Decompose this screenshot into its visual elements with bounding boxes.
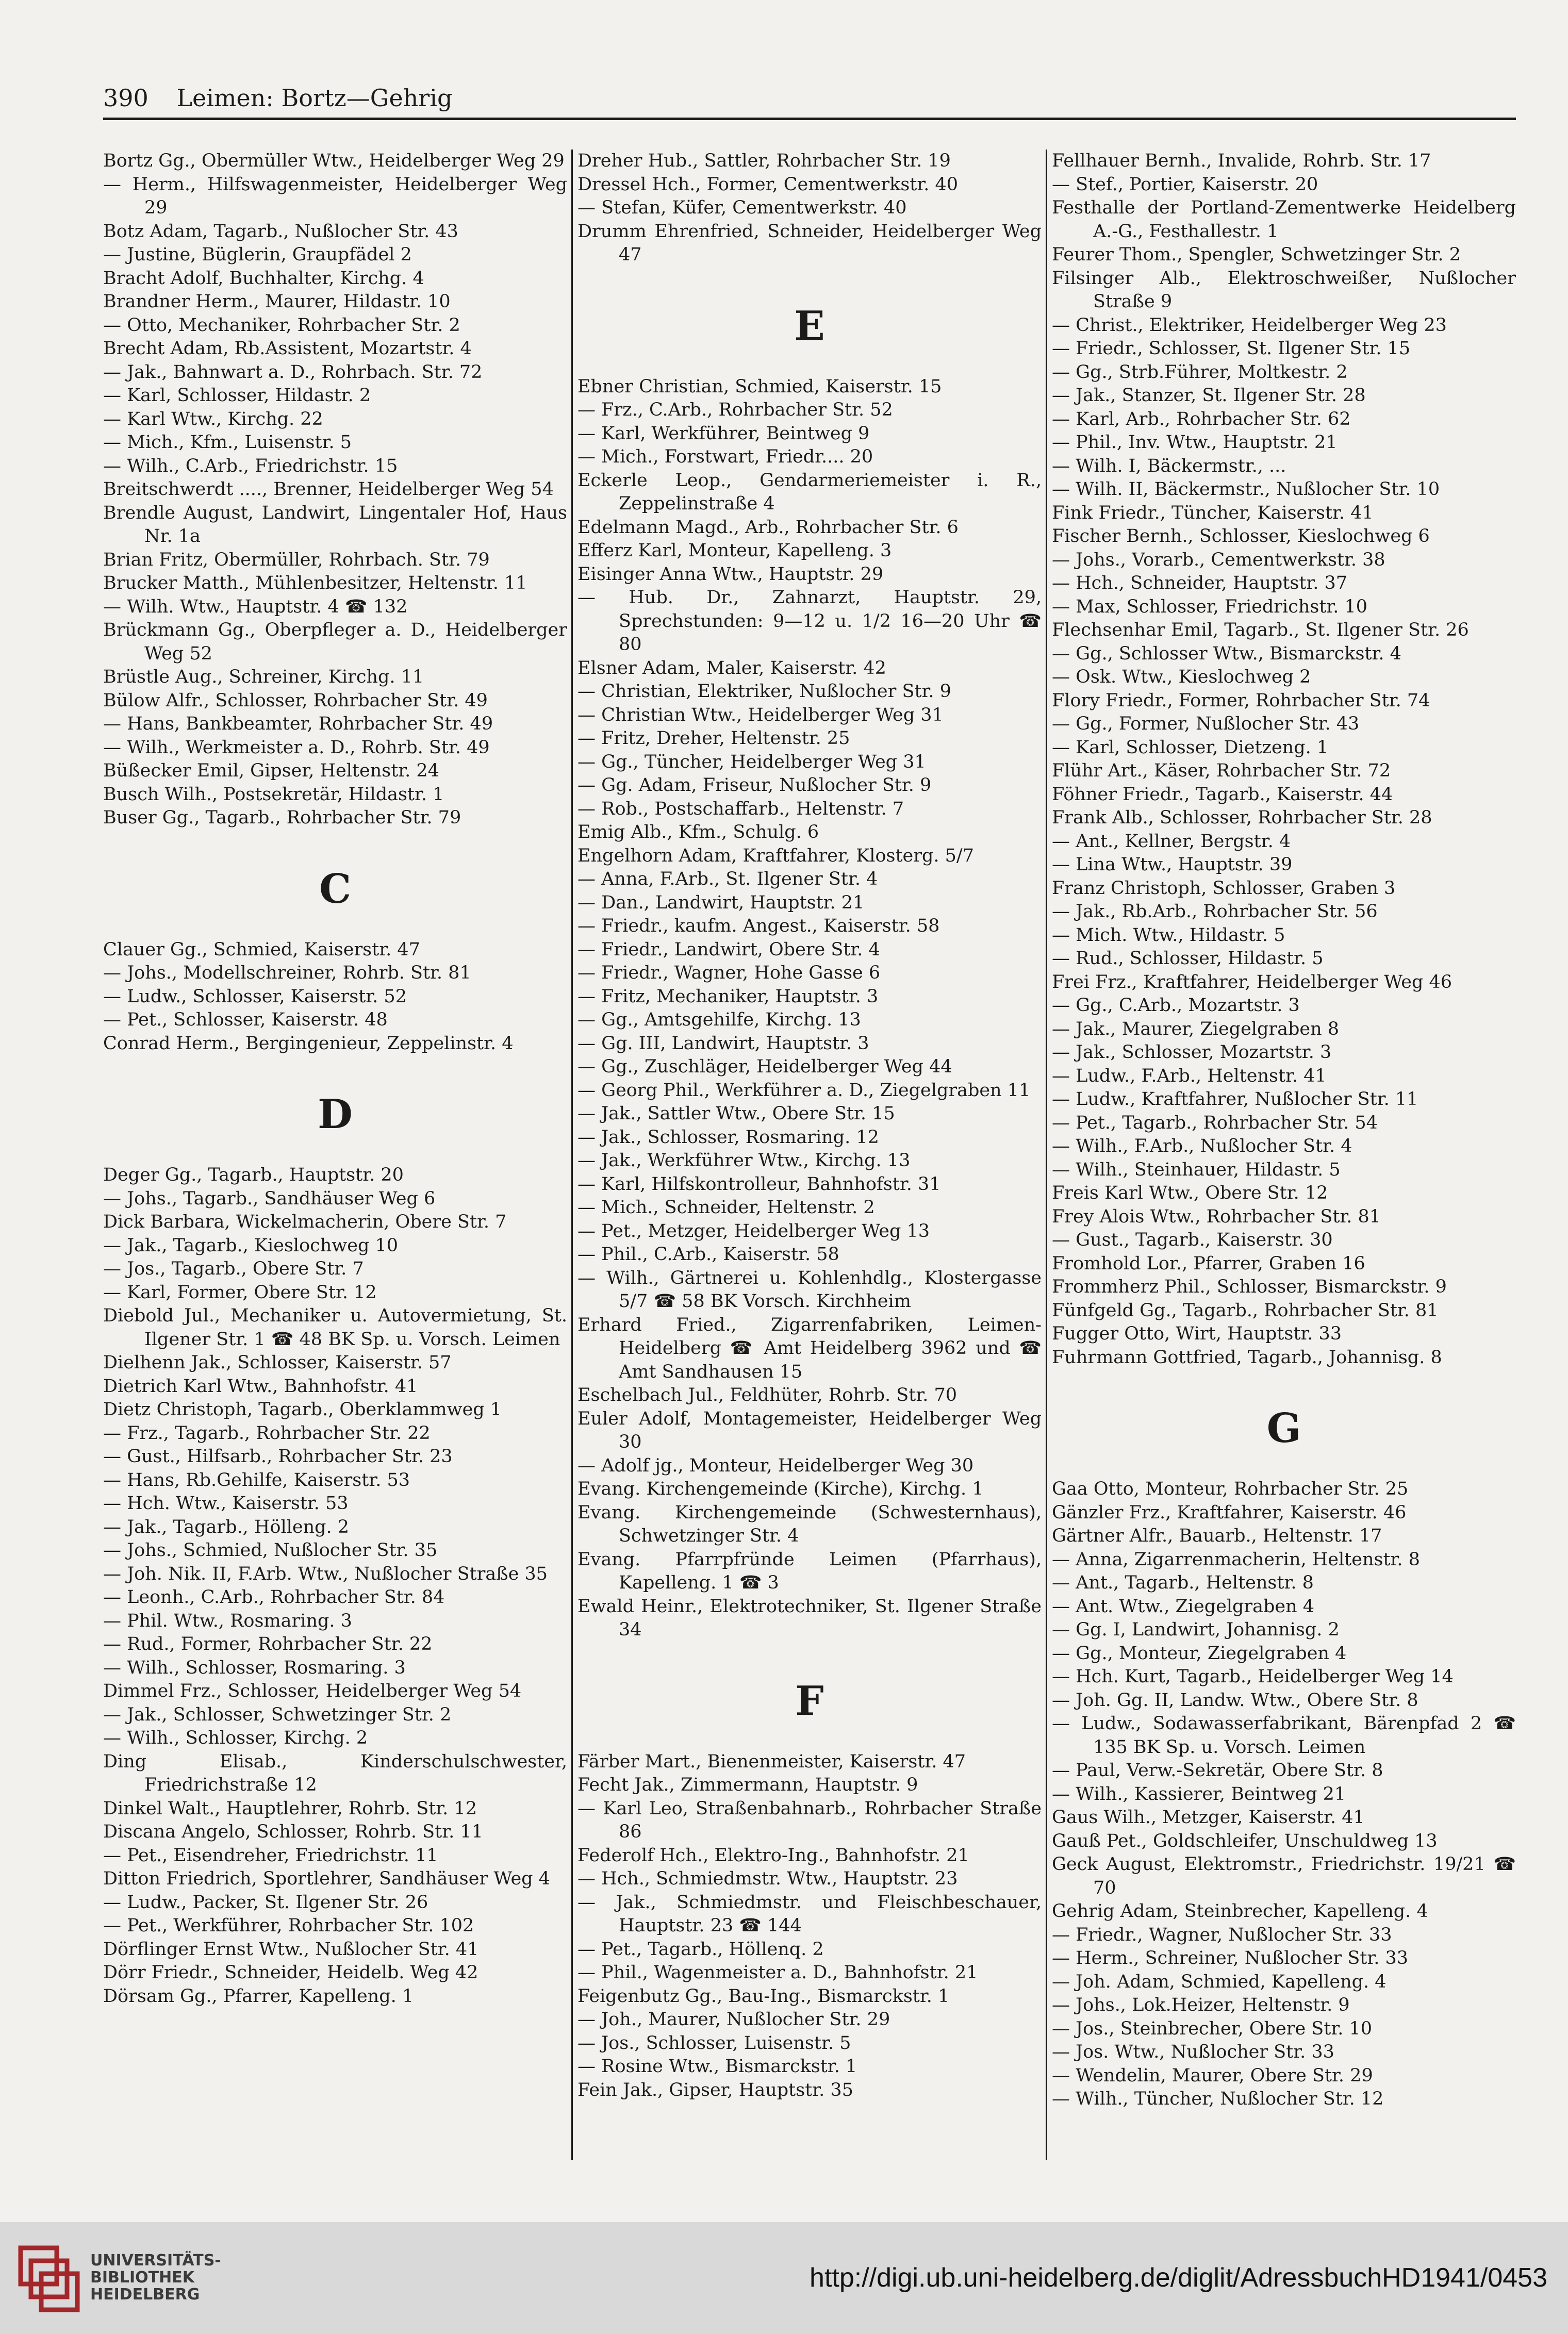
directory-entry: — Wilh., C.Arb., Friedrichstr. 15 xyxy=(103,455,398,476)
directory-entry: Evang. Pfarrpfründe Leimen (Pfarrhaus), Kapelleng. 1 ☎ 3 xyxy=(577,1549,1042,1593)
directory-entry: — Leonh., C.Arb., Rohrbacher Str. 84 xyxy=(103,1587,445,1608)
directory-entry: — Wilh. II, Bäckermstr., Nußlocher Str. 10 xyxy=(1052,479,1440,500)
directory-entry: — Jak., Tagarb., Hölleng. 2 xyxy=(103,1516,350,1537)
directory-entry: Föhner Friedr., Tagarb., Kaiserstr. 44 xyxy=(1052,784,1393,805)
directory-entry: — Phil., C.Arb., Kaiserstr. 58 xyxy=(577,1244,839,1265)
directory-column-3 xyxy=(1052,150,1516,2160)
directory-entry: Flechsenhar Emil, Tagarb., St. Ilgener Str. 26 xyxy=(1052,620,1469,640)
directory-entry: Freis Karl Wtw., Obere Str. 12 xyxy=(1052,1183,1328,1203)
directory-entry: — Pet., Werkführer, Rohrbacher Str. 102 xyxy=(103,1915,474,1936)
directory-entry: — Gg., Former, Nußlocher Str. 43 xyxy=(1052,714,1360,734)
directory-entry: — Georg Phil., Werkführer a. D., Ziegelgraben 11 xyxy=(577,1080,1031,1101)
directory-entry: Dietrich Karl Wtw., Bahnhofstr. 41 xyxy=(103,1376,418,1397)
directory-entry: Eisinger Anna Wtw., Hauptstr. 29 xyxy=(577,564,884,585)
directory-entry: — Ludw., Schlosser, Kaiserstr. 52 xyxy=(103,986,407,1007)
directory-entry: — Gg. I, Landwirt, Johannisg. 2 xyxy=(1052,1619,1340,1640)
directory-entry: Filsinger Alb., Elektroschweißer, Nußlocher Straße 9 xyxy=(1052,268,1516,312)
section-letter: E xyxy=(794,302,825,350)
directory-entry: — Max, Schlosser, Friedrichstr. 10 xyxy=(1052,596,1368,617)
library-name xyxy=(90,2252,221,2303)
directory-entry: Flühr Art., Käser, Rohrbacher Str. 72 xyxy=(1052,760,1391,781)
directory-entry: — Karl, Hilfskontrolleur, Bahnhofstr. 31 xyxy=(577,1173,941,1195)
directory-entry: — Phil. Wtw., Rosmaring. 3 xyxy=(103,1610,352,1631)
directory-entry: Fuhrmann Gottfried, Tagarb., Johannisg. 8 xyxy=(1052,1347,1442,1368)
directory-entry: — Frz., Tagarb., Rohrbacher Str. 22 xyxy=(103,1422,431,1444)
directory-entry: — Otto, Mechaniker, Rohrbacher Str. 2 xyxy=(103,314,460,336)
directory-entry: — Jak., Schlosser, Rosmaring. 12 xyxy=(577,1127,879,1148)
directory-entry: Ding Elisab., Kinderschulschwester, Friedrichstraße 12 xyxy=(103,1751,567,1795)
directory-column-2 xyxy=(577,150,1042,2160)
column-divider xyxy=(1046,150,1047,2160)
directory-entry: Emig Alb., Kfm., Schulg. 6 xyxy=(577,822,819,842)
directory-entry: — Christian, Elektriker, Nußlocher Str. 9 xyxy=(577,681,951,702)
directory-entry: Edelmann Magd., Arb., Rohrbacher Str. 6 xyxy=(577,517,959,538)
directory-entry: Fischer Bernh., Schlosser, Kieslochweg 6 xyxy=(1052,526,1430,547)
directory-entry: — Herm., Schreiner, Nußlocher Str. 33 xyxy=(1052,1948,1409,1968)
directory-entry: Brucker Matth., Mühlenbesitzer, Heltenstr. 11 xyxy=(103,573,527,593)
directory-entry: — Jos., Steinbrecher, Obere Str. 10 xyxy=(1052,2018,1372,2039)
directory-entry: Dörr Friedr., Schneider, Heidelb. Weg 42 xyxy=(103,1962,478,1983)
directory-entry: Breitschwerdt ...., Brenner, Heidelberger Weg 54 xyxy=(103,479,554,500)
directory-entry: — Jak., Sattler Wtw., Obere Str. 15 xyxy=(577,1103,895,1124)
directory-entry: — Karl, Former, Obere Str. 12 xyxy=(103,1282,377,1303)
directory-entry: — Fritz, Mechaniker, Hauptstr. 3 xyxy=(577,986,879,1007)
digitization-footer xyxy=(0,2222,1568,2334)
directory-entry: — Karl Leo, Straßenbahnarb., Rohrbacher Straße 86 xyxy=(577,1798,1042,1842)
directory-entry: Drumm Ehrenfried, Schneider, Heidelberger Weg 47 xyxy=(577,221,1042,265)
directory-entry: — Gg., Monteur, Ziegelgraben 4 xyxy=(1052,1643,1347,1664)
directory-entry: — Johs., Schmied, Nußlocher Str. 35 xyxy=(103,1540,438,1561)
directory-entry: Dinkel Walt., Hauptlehrer, Rohrb. Str. 12 xyxy=(103,1798,477,1819)
source-url-link[interactable]: http://digi.ub.uni-heidelberg.de/diglit/AdressbuchHD1941/0453 xyxy=(810,2263,1547,2293)
directory-entry: — Friedr., Schlosser, St. Ilgener Str. 15 xyxy=(1052,338,1411,359)
directory-entry: — Hch., Schneider, Hauptstr. 37 xyxy=(1052,573,1348,593)
directory-entry: — Ludw., Sodawasserfabrikant, Bärenpfad 2 ☎ 135 BK Sp. u. Vorsch. Leimen xyxy=(1052,1713,1516,1758)
directory-entry: Büßecker Emil, Gipser, Heltenstr. 24 xyxy=(103,760,439,781)
directory-entry: Gaus Wilh., Metzger, Kaiserstr. 41 xyxy=(1052,1807,1365,1828)
directory-entry: — Herm., Hilfswagenmeister, Heidelberger Weg 29 xyxy=(103,174,567,218)
directory-entry: — Friedr., kaufm. Angest., Kaiserstr. 58 xyxy=(577,916,940,936)
directory-entry: — Jak., Tagarb., Kieslochweg 10 xyxy=(103,1235,399,1256)
directory-entry: Fein Jak., Gipser, Hauptstr. 35 xyxy=(577,2079,853,2100)
directory-entry: — Jak., Stanzer, St. Ilgener Str. 28 xyxy=(1052,385,1366,406)
directory-entry: — Adolf jg., Monteur, Heidelberger Weg 30 xyxy=(577,1455,974,1476)
directory-entry: Färber Mart., Bienenmeister, Kaiserstr. 47 xyxy=(577,1751,966,1772)
directory-entry: — Rob., Postschaffarb., Heltenstr. 7 xyxy=(577,798,904,819)
directory-entry: — Ludw., F.Arb., Heltenstr. 41 xyxy=(1052,1065,1327,1086)
library-name-line: HEIDELBERG xyxy=(90,2286,200,2304)
directory-entry: — Christ., Elektriker, Heidelberger Weg 23 xyxy=(1052,314,1447,336)
directory-entry: — Stef., Portier, Kaiserstr. 20 xyxy=(1052,174,1318,195)
directory-entry: Gänzler Frz., Kraftfahrer, Kaiserstr. 46 xyxy=(1052,1502,1407,1523)
directory-entry: Dietz Christoph, Tagarb., Oberklammweg 1 xyxy=(103,1399,502,1420)
directory-entry: Gaa Otto, Monteur, Rohrbacher Str. 25 xyxy=(1052,1479,1409,1499)
directory-entry: Federolf Hch., Elektro-Ing., Bahnhofstr. 21 xyxy=(577,1845,969,1866)
directory-entry: — Wilh., Gärtnerei u. Kohlenhdlg., Klostergasse 5/7 ☎ 58 BK Vorsch. Kirchheim xyxy=(577,1267,1042,1312)
directory-entry: Dimmel Frz., Schlosser, Heidelberger Weg 54 xyxy=(103,1681,522,1701)
directory-entry: — Jak., Rb.Arb., Rohrbacher Str. 56 xyxy=(1052,901,1378,922)
directory-entry: — Joh. Nik. II, F.Arb. Wtw., Nußlocher Straße 35 xyxy=(103,1563,548,1584)
directory-entry: — Wilh. I, Bäckermstr., ... xyxy=(1052,455,1286,476)
directory-entry: Fellhauer Bernh., Invalide, Rohrb. Str. 17 xyxy=(1052,151,1431,171)
directory-entry: Frommherz Phil., Schlosser, Bismarckstr. 9 xyxy=(1052,1277,1447,1297)
directory-entry: Feurer Thom., Spengler, Schwetzinger Str. 2 xyxy=(1052,244,1461,265)
directory-entry: — Gg., Zuschläger, Heidelberger Weg 44 xyxy=(577,1056,952,1077)
section-letter: F xyxy=(795,1677,824,1725)
directory-entry: Ditton Friedrich, Sportlehrer, Sandhäuser Weg 4 xyxy=(103,1868,550,1889)
directory-entry: Erhard Fried., Zigarrenfabriken, Leimen-Heidelberg ☎ Amt Heidelberg 3962 und ☎ Amt Sandhausen 15 xyxy=(577,1314,1042,1382)
directory-entry: — Wilh., Schlosser, Rosmaring. 3 xyxy=(103,1657,406,1678)
directory-entry: — Joh. Adam, Schmied, Kapelleng. 4 xyxy=(1052,1971,1387,1992)
directory-entry: — Gg., Strb.Führer, Moltkestr. 2 xyxy=(1052,361,1348,383)
directory-entry: — Jak., Bahnwart a. D., Rohrbach. Str. 72 xyxy=(103,361,483,383)
directory-entry: Dielhenn Jak., Schlosser, Kaiserstr. 57 xyxy=(103,1352,452,1373)
directory-entry: — Christian Wtw., Heidelberger Weg 31 xyxy=(577,704,944,725)
directory-entry: — Gust., Hilfsarb., Rohrbacher Str. 23 xyxy=(103,1446,453,1467)
directory-entry: Festhalle der Portland-Zementwerke Heidelberg A.-G., Festhallestr. 1 xyxy=(1052,197,1516,242)
directory-entry: — Wilh., Werkmeister a. D., Rohrb. Str. 49 xyxy=(103,737,490,758)
directory-entry: — Wilh., Steinhauer, Hildastr. 5 xyxy=(1052,1159,1341,1180)
directory-entry: Euler Adolf, Montagemeister, Heidelberger Weg 30 xyxy=(577,1408,1042,1452)
directory-entry: — Pet., Metzger, Heidelberger Weg 13 xyxy=(577,1220,930,1242)
directory-entry: Busch Wilh., Postsekretär, Hildastr. 1 xyxy=(103,784,444,805)
directory-entry: Eckerle Leop., Gendarmeriemeister i. R., Zeppelinstraße 4 xyxy=(577,470,1042,514)
directory-entry: — Friedr., Landwirt, Obere Str. 4 xyxy=(577,939,880,960)
directory-entry: — Lina Wtw., Hauptstr. 39 xyxy=(1052,854,1293,875)
directory-entry: — Stefan, Küfer, Cementwerkstr. 40 xyxy=(577,197,907,218)
directory-entry: — Dan., Landwirt, Hauptstr. 21 xyxy=(577,892,865,913)
directory-entry: — Friedr., Wagner, Hohe Gasse 6 xyxy=(577,963,881,983)
directory-entry: — Phil., Inv. Wtw., Hauptstr. 21 xyxy=(1052,432,1338,453)
directory-entry: Brendle August, Landwirt, Lingentaler Hof, Haus Nr. 1a xyxy=(103,502,567,547)
directory-entry: — Johs., Modellschreiner, Rohrb. Str. 81 xyxy=(103,963,471,983)
running-title: Leimen: Bortz—Gehrig xyxy=(176,84,453,112)
library-name-line: UNIVERSITÄTS- xyxy=(90,2252,221,2270)
directory-entry: — Anna, Zigarrenmacherin, Heltenstr. 8 xyxy=(1052,1549,1420,1570)
directory-entry: — Hans, Bankbeamter, Rohrbacher Str. 49 xyxy=(103,714,493,734)
section-letter: D xyxy=(318,1091,353,1138)
directory-entry: Eschelbach Jul., Feldhüter, Rohrb. Str. 70 xyxy=(577,1385,957,1405)
directory-entry: Evang. Kirchengemeinde (Schwesternhaus), Schwetzinger Str. 4 xyxy=(577,1502,1042,1546)
directory-entry: — Pet., Tagarb., Rohrbacher Str. 54 xyxy=(1052,1112,1378,1133)
directory-entry: Frank Alb., Schlosser, Rohrbacher Str. 28 xyxy=(1052,807,1432,828)
directory-entry: — Karl, Arb., Rohrbacher Str. 62 xyxy=(1052,408,1351,429)
directory-entry: — Rud., Schlosser, Hildastr. 5 xyxy=(1052,948,1324,969)
directory-entry: Fink Friedr., Tüncher, Kaiserstr. 41 xyxy=(1052,502,1374,523)
library-name-line: BIBLIOTHEK xyxy=(90,2269,194,2287)
column-divider xyxy=(571,150,573,2160)
directory-entry: Elsner Adam, Maler, Kaiserstr. 42 xyxy=(577,657,886,678)
directory-entry: Clauer Gg., Schmied, Kaiserstr. 47 xyxy=(103,939,420,960)
directory-entry: — Justine, Büglerin, Graupfädel 2 xyxy=(103,244,412,265)
directory-entry: Conrad Herm., Bergingenieur, Zeppelinstr. 4 xyxy=(103,1033,514,1054)
directory-entry: Buser Gg., Tagarb., Rohrbacher Str. 79 xyxy=(103,807,461,828)
directory-entry: — Karl, Schlosser, Dietzeng. 1 xyxy=(1052,737,1329,758)
directory-entry: — Ludw., Packer, St. Ilgener Str. 26 xyxy=(103,1892,428,1913)
directory-entry: Frei Frz., Kraftfahrer, Heidelberger Weg 46 xyxy=(1052,971,1453,992)
header-rule xyxy=(103,118,1516,120)
directory-entry: Franz Christoph, Schlosser, Graben 3 xyxy=(1052,878,1396,899)
directory-entry: Bülow Alfr., Schlosser, Rohrbacher Str. 49 xyxy=(103,690,488,711)
directory-entry: — Mich., Schneider, Heltenstr. 2 xyxy=(577,1197,875,1218)
running-header xyxy=(103,82,1516,113)
directory-entry: — Jos. Wtw., Nußlocher Str. 33 xyxy=(1052,2042,1334,2062)
directory-entry: Fecht Jak., Zimmermann, Hauptstr. 9 xyxy=(577,1775,918,1795)
directory-entry: Fugger Otto, Wirt, Hauptstr. 33 xyxy=(1052,1323,1342,1344)
directory-entry: — Ant., Tagarb., Heltenstr. 8 xyxy=(1052,1572,1314,1593)
directory-entry: Gauß Pet., Goldschleifer, Unschuldweg 13 xyxy=(1052,1830,1438,1851)
directory-entry: — Karl, Schlosser, Hildastr. 2 xyxy=(103,385,371,406)
directory-entry: — Mich., Forstwart, Friedr.... 20 xyxy=(577,446,873,467)
directory-entry: — Jos., Tagarb., Obere Str. 7 xyxy=(103,1259,364,1279)
directory-entry: — Johs., Vorarb., Cementwerkstr. 38 xyxy=(1052,549,1385,570)
directory-entry: — Wilh., Schlosser, Kirchg. 2 xyxy=(103,1728,368,1748)
directory-entry: — Jak., Werkführer Wtw., Kirchg. 13 xyxy=(577,1150,911,1171)
directory-entry: — Johs., Lok.Heizer, Heltenstr. 9 xyxy=(1052,1995,1350,2015)
directory-entry: — Johs., Tagarb., Sandhäuser Weg 6 xyxy=(103,1188,436,1209)
directory-entry: Flory Friedr., Former, Rohrbacher Str. 74 xyxy=(1052,690,1430,711)
directory-entry: Botz Adam, Tagarb., Nußlocher Str. 43 xyxy=(103,221,458,242)
directory-column-1 xyxy=(103,150,567,2160)
directory-entry: — Jak., Maurer, Ziegelgraben 8 xyxy=(1052,1018,1340,1039)
directory-entry: — Anna, F.Arb., St. Ilgener Str. 4 xyxy=(577,869,878,889)
directory-entry: — Joh. Gg. II, Landw. Wtw., Obere Str. 8 xyxy=(1052,1690,1418,1711)
section-letter: C xyxy=(319,865,352,913)
directory-entry: — Pet., Eisendreher, Friedrichstr. 11 xyxy=(103,1845,438,1866)
directory-entry: Fromhold Lor., Pfarrer, Graben 16 xyxy=(1052,1253,1365,1274)
directory-entry: — Wilh., Tüncher, Nußlocher Str. 12 xyxy=(1052,2089,1384,2109)
directory-entry: Ewald Heinr., Elektrotechniker, St. Ilgener Straße 34 xyxy=(577,1596,1042,1640)
page-number: 390 xyxy=(103,84,148,112)
directory-entry: — Hch. Kurt, Tagarb., Heidelberger Weg 14 xyxy=(1052,1666,1454,1687)
directory-entry: Dreher Hub., Sattler, Rohrbacher Str. 19 xyxy=(577,151,951,171)
directory-entry: Gehrig Adam, Steinbrecher, Kapelleng. 4 xyxy=(1052,1901,1428,1922)
directory-entry: Efferz Karl, Monteur, Kapelleng. 3 xyxy=(577,540,892,561)
directory-entry: — Wendelin, Maurer, Obere Str. 29 xyxy=(1052,2065,1373,2086)
directory-entry: Ebner Christian, Schmied, Kaiserstr. 15 xyxy=(577,376,942,397)
directory-entry: — Ant., Kellner, Bergstr. 4 xyxy=(1052,831,1291,852)
directory-entry: — Gg., Tüncher, Heidelberger Weg 31 xyxy=(577,751,926,772)
directory-entry: Dressel Hch., Former, Cementwerkstr. 40 xyxy=(577,174,959,195)
directory-entry: Gärtner Alfr., Bauarb., Heltenstr. 17 xyxy=(1052,1526,1382,1546)
directory-entry: — Gg., Amtsgehilfe, Kirchg. 13 xyxy=(577,1009,861,1030)
directory-entry: Brecht Adam, Rb.Assistent, Mozartstr. 4 xyxy=(103,338,472,359)
directory-entry: — Hch., Schmiedmstr. Wtw., Hauptstr. 23 xyxy=(577,1868,958,1889)
directory-entry: — Friedr., Wagner, Nußlocher Str. 33 xyxy=(1052,1924,1392,1945)
directory-entry: — Wilh., F.Arb., Nußlocher Str. 4 xyxy=(1052,1136,1352,1156)
directory-entry: — Hans, Rb.Gehilfe, Kaiserstr. 53 xyxy=(103,1469,410,1491)
directory-entry: Frey Alois Wtw., Rohrbacher Str. 81 xyxy=(1052,1206,1381,1227)
directory-entry: — Ludw., Kraftfahrer, Nußlocher Str. 11 xyxy=(1052,1089,1418,1110)
directory-entry: — Osk. Wtw., Kieslochweg 2 xyxy=(1052,667,1311,687)
directory-entry: — Frz., C.Arb., Rohrbacher Str. 52 xyxy=(577,400,893,420)
directory-entry: — Pet., Schlosser, Kaiserstr. 48 xyxy=(103,1009,388,1030)
directory-entry: — Phil., Wagenmeister a. D., Bahnhofstr. 21 xyxy=(577,1962,978,1983)
directory-entry: Bracht Adolf, Buchhalter, Kirchg. 4 xyxy=(103,268,424,289)
directory-entry: Diebold Jul., Mechaniker u. Autovermietung, St. Ilgener Str. 1 ☎ 48 BK Sp. u. Vorsch. Leimen xyxy=(103,1305,567,1350)
section-letter: G xyxy=(1266,1405,1301,1452)
directory-entry: — Gg. Adam, Friseur, Nußlocher Str. 9 xyxy=(577,775,932,796)
directory-entry: — Mich., Kfm., Luisenstr. 5 xyxy=(103,432,352,453)
directory-entry: — Wilh., Kassierer, Beintweg 21 xyxy=(1052,1783,1346,1805)
directory-entry: — Gg., C.Arb., Mozartstr. 3 xyxy=(1052,995,1300,1016)
directory-entry: — Pet., Tagarb., Höllenq. 2 xyxy=(577,1939,824,1960)
directory-entry: Feigenbutz Gg., Bau-Ing., Bismarckstr. 1 xyxy=(577,1985,950,2007)
directory-entry: Bortz Gg., Obermüller Wtw., Heidelberger Weg 29 xyxy=(103,151,565,171)
directory-entry: — Fritz, Dreher, Heltenstr. 25 xyxy=(577,728,850,749)
directory-entry: Fünfgeld Gg., Tagarb., Rohrbacher Str. 81 xyxy=(1052,1300,1439,1321)
university-seal-icon xyxy=(15,2243,82,2315)
directory-entry: — Hch. Wtw., Kaiserstr. 53 xyxy=(103,1493,349,1514)
directory-entry: — Rud., Former, Rohrbacher Str. 22 xyxy=(103,1634,433,1654)
directory-entry: Engelhorn Adam, Kraftfahrer, Klosterg. 5/7 xyxy=(577,845,974,866)
directory-entry: — Paul, Verw.-Sekretär, Obere Str. 8 xyxy=(1052,1760,1383,1781)
directory-entry: Evang. Kirchengemeinde (Kirche), Kirchg. 1 xyxy=(577,1479,984,1499)
directory-entry: Dörsam Gg., Pfarrer, Kapelleng. 1 xyxy=(103,1985,414,2007)
directory-entry: — Gust., Tagarb., Kaiserstr. 30 xyxy=(1052,1230,1333,1250)
directory-entry: — Jak., Schmiedmstr. und Fleischbeschauer, Hauptstr. 23 ☎ 144 xyxy=(577,1892,1042,1936)
directory-entry: — Rosine Wtw., Bismarckstr. 1 xyxy=(577,2056,857,2077)
directory-entry: — Gg., Schlosser Wtw., Bismarckstr. 4 xyxy=(1052,643,1401,664)
directory-entry: — Jos., Schlosser, Luisenstr. 5 xyxy=(577,2032,851,2054)
directory-entry: Geck August, Elektromstr., Friedrichstr. 19/21 ☎ 70 xyxy=(1052,1854,1516,1898)
directory-entry: — Jak., Schlosser, Schwetzinger Str. 2 xyxy=(103,1704,452,1725)
directory-entry: — Gg. III, Landwirt, Hauptstr. 3 xyxy=(577,1033,869,1054)
directory-entry: — Wilh. Wtw., Hauptstr. 4 ☎ 132 xyxy=(103,596,408,617)
directory-entry: Brandner Herm., Maurer, Hildastr. 10 xyxy=(103,291,451,312)
directory-entry: Brian Fritz, Obermüller, Rohrbach. Str. 79 xyxy=(103,549,490,570)
directory-entry: — Jak., Schlosser, Mozartstr. 3 xyxy=(1052,1042,1332,1063)
directory-entry: — Karl Wtw., Kirchg. 22 xyxy=(103,408,323,429)
directory-entry: — Karl, Werkführer, Beintweg 9 xyxy=(577,423,870,444)
directory-entry: Dörflinger Ernst Wtw., Nußlocher Str. 41 xyxy=(103,1939,479,1960)
directory-entry: Dick Barbara, Wickelmacherin, Obere Str. 7 xyxy=(103,1212,507,1232)
directory-entry: Deger Gg., Tagarb., Hauptstr. 20 xyxy=(103,1165,404,1185)
directory-entry: — Joh., Maurer, Nußlocher Str. 29 xyxy=(577,2009,890,2030)
directory-entry: — Ant. Wtw., Ziegelgraben 4 xyxy=(1052,1596,1315,1617)
directory-entry: Brüstle Aug., Schreiner, Kirchg. 11 xyxy=(103,667,424,687)
directory-entry: — Mich. Wtw., Hildastr. 5 xyxy=(1052,924,1285,946)
directory-entry: Brückmann Gg., Oberpfleger a. D., Heidelberger Weg 52 xyxy=(103,620,567,664)
directory-entry: — Hub. Dr., Zahnarzt, Hauptstr. 29, Sprechstunden: 9—12 u. 1/2 16—20 Uhr ☎ 80 xyxy=(577,587,1042,655)
directory-entry: Discana Angelo, Schlosser, Rohrb. Str. 11 xyxy=(103,1822,483,1842)
